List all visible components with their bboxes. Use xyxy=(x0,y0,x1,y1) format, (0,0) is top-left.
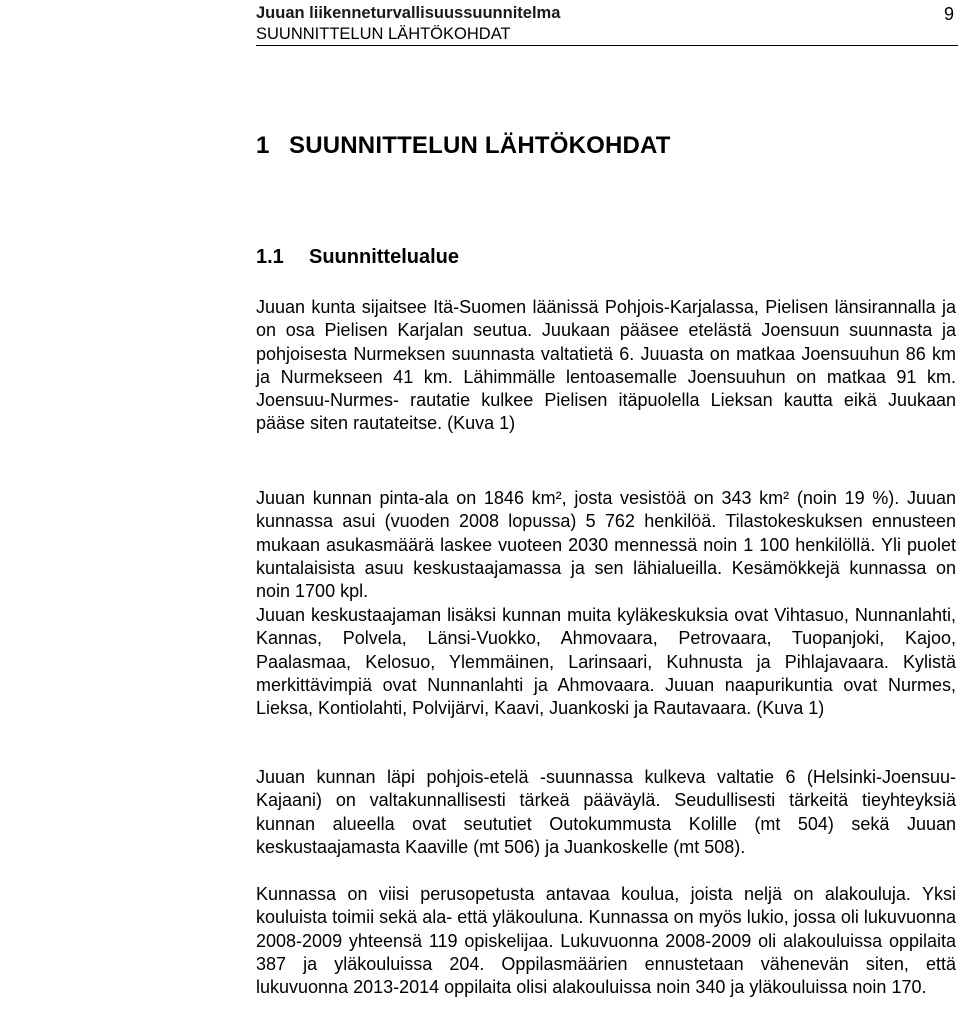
chapter-subtitle: SUUNNITTELUN LÄHTÖKOHDAT xyxy=(256,25,511,43)
paragraph-schools: Kunnassa on viisi perusopetusta antavaa koulua, joista neljä on alakouluja. Yksi kouluista toimii sekä ala- että yläkouluna. Kunnassa on myös lukio, jossa oli lukuvuonna 2008-2009 yhteensä 119 opiskelijaa. Lukuvuonna 2008-2009 oli alakouluissa oppilaita 387 ja yläkouluissa 204. Oppilasmäärien ennustetaan vähenevän siten, että lukuvuonna 2013-2014 oppilaita olisi alakouluissa noin 340 ja yläkouluissa noin 170. xyxy=(256,884,956,998)
paragraph-population: Juuan kunnan pinta-ala on 1846 km², josta vesistöä on 343 km² (noin 19 %). Juuan kunnassa asui (vuoden 2008 lopussa) 5 762 henkilöä. Tilastokeskuksen ennusteen mukaan asukasmäärä laskee vuoteen 2030 mennessä noin 1 100 henkilöllä. Yli puolet kuntalaisista asuu keskustaajamassa ja sen lähialueilla. Kesämökkejä kunnassa on noin 1700 kpl. xyxy=(256,488,956,602)
paragraph-location: Juuan kunta sijaitsee Itä-Suomen läänissä Pohjois-Karjalassa, Pielisen länsirannalla ja on osa Pielisen Karjalan seutua. Juukaan pääsee etelästä Joensuun suunnasta ja pohjoisesta Nurmeksen suunnasta valtatietä 6. Juuasta on matkaa Joensuuhun 86 km ja Nurmekseen 41 km. Lähimmälle lentoasemalle Joensuuhun on matkaa 91 km. Joensuu-Nurmes- rautatie kulkee Pielisen itäpuolella Lieksan kautta eikä Juukaan pääse siten rautateitse. (Kuva 1) xyxy=(256,297,956,434)
paragraph-roads: Juuan kunnan läpi pohjois-etelä -suunnassa kulkeva valtatie 6 (Helsinki-Joensuu-Kajaani) on valtakunnallisesti tärkeä pääväylä. Seudullisesti tärkeitä tieyhteyksiä kunnan alueella ovat seututiet Outokummusta Kolille (mt 504) sekä Juuan keskustaajamasta Kaaville (mt 506) ja Juankoskelle (mt 508). xyxy=(256,767,956,857)
subsection-number: 1.1 xyxy=(256,246,284,268)
header-divider xyxy=(256,45,958,46)
page-number: 9 xyxy=(943,4,954,24)
section-title: SUUNNITTELUN LÄHTÖKOHDAT xyxy=(289,132,671,159)
paragraph-villages: Juuan keskustaajaman lisäksi kunnan muita kyläkeskuksia ovat Vihtasuo, Nunnanlahti, Kannas, Polvela, Länsi-Vuokko, Ahmovaara, Petrovaara, Tuopanjoki, Kajoo, Paalasmaa, Kelosuo, Ylemmäinen, Larinsaari, Kuhnusta ja Pihlajavaara. Kylistä merkittävimpiä ovat Nunnanlahti ja Ahmovaara. Juuan naapurikuntia ovat Nurmes, Lieksa, Kontiolahti, Polvijärvi, Kaavi, Juankoski ja Rautavaara. (Kuva 1) xyxy=(256,605,956,719)
section-heading xyxy=(256,131,671,161)
page-header xyxy=(256,2,956,46)
document-title: Juuan liikenneturvallisuussuunnitelma xyxy=(256,4,561,22)
subsection-title: Suunnittelualue xyxy=(309,246,459,268)
section-number: 1 xyxy=(256,132,270,159)
subsection-heading xyxy=(256,244,459,270)
